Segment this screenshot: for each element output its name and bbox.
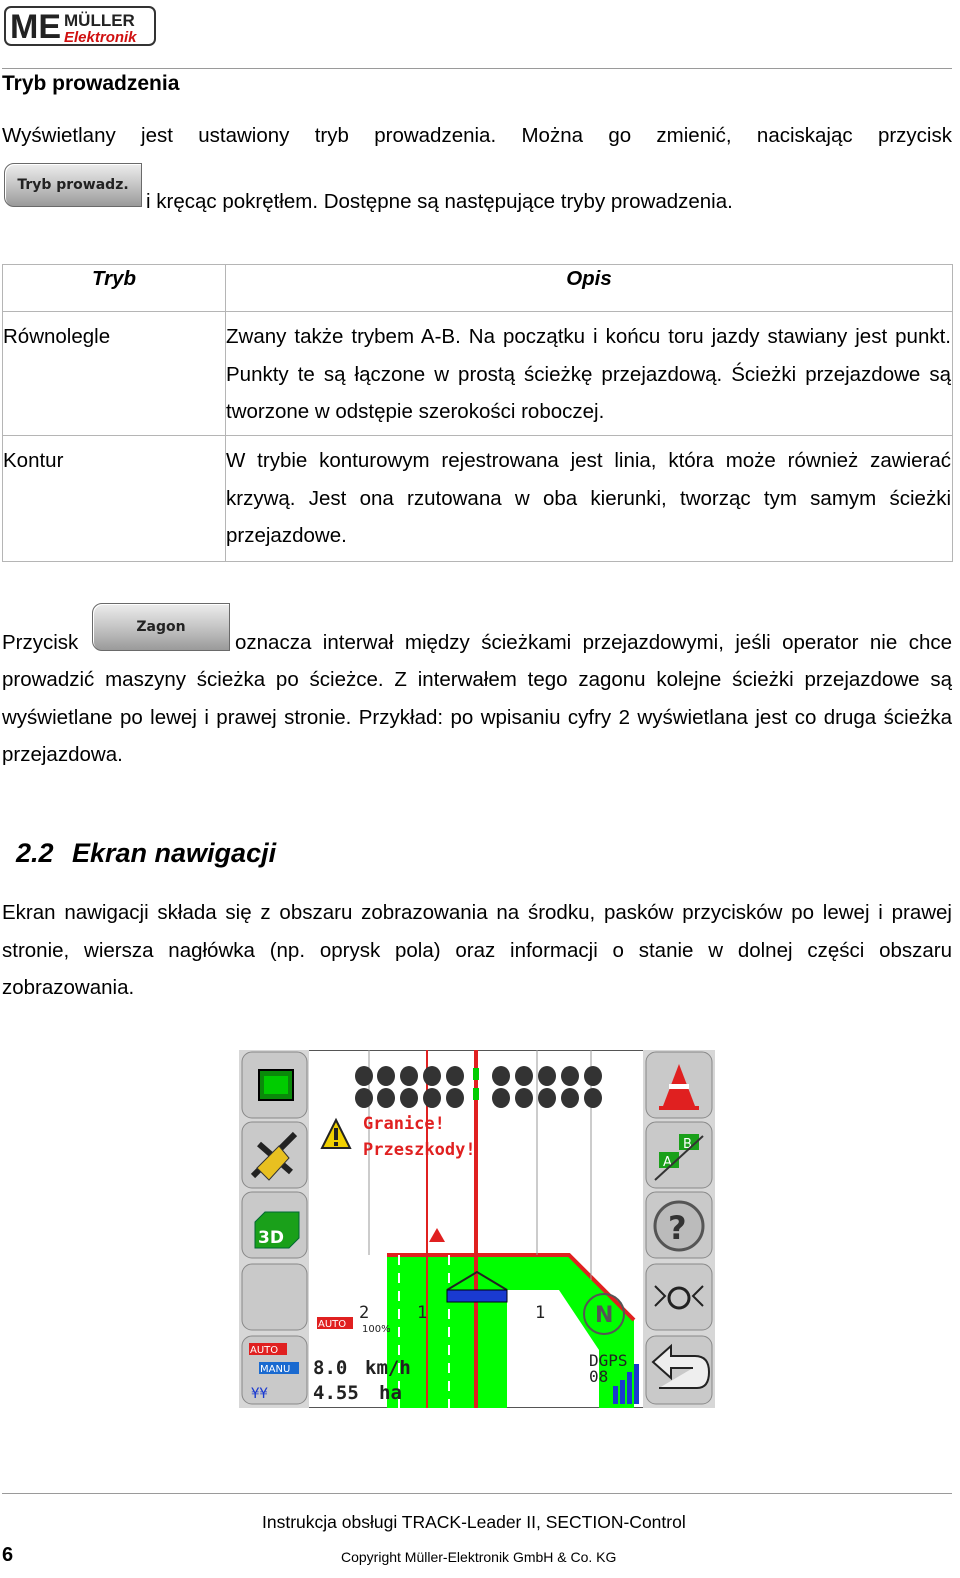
ab-a: A	[663, 1155, 672, 1170]
table-header-row	[3, 265, 953, 312]
table-row	[3, 312, 953, 436]
logo-mark: ME	[10, 8, 61, 46]
label-manu: MANU	[260, 1364, 291, 1375]
company-logo	[4, 4, 156, 48]
warning-line1: Granice!	[363, 1114, 445, 1134]
zagon-prefix: Przycisk	[2, 631, 79, 654]
dgps-number: 08	[589, 1367, 609, 1386]
section-number: 2.2	[16, 838, 54, 868]
warning-line2: Przeszkody!	[363, 1140, 476, 1160]
section-title: Ekran nawigacji	[72, 838, 277, 868]
cell-mode	[3, 312, 226, 436]
mode-name: Równolegle	[3, 325, 111, 348]
header-rule	[2, 68, 952, 69]
zagon-button[interactable]	[92, 603, 230, 651]
intro-title: Tryb prowadzenia	[2, 72, 180, 95]
right-button-gps[interactable]	[646, 1264, 712, 1330]
left-button-4[interactable]	[242, 1264, 307, 1330]
logo-line1: MÜLLER	[64, 11, 135, 30]
ab-b: B	[683, 1137, 692, 1152]
zagon-button-label: Zagon	[136, 619, 186, 635]
footer-copyright: Copyright Müller-Elektronik GmbH & Co. KG	[341, 1549, 617, 1565]
mode-desc: Zwany także trybem A-B. Na początku i końcu toru jazdy stawiany jest punkt. Punkty te są łączone w prostą ścieżkę przejazdową. Ścieżki przejazdowe są tworzone w odstępie szerokości roboczej.	[226, 325, 951, 423]
page-number: 6	[2, 1544, 14, 1566]
speed-value: 8.0	[313, 1357, 348, 1379]
left-button-2[interactable]	[242, 1122, 307, 1188]
compass-label: N	[595, 1303, 614, 1328]
right-button-back[interactable]	[646, 1336, 712, 1404]
logo-line2: Elektronik	[64, 29, 137, 46]
help-icon: ?	[668, 1209, 687, 1247]
section-heading	[16, 838, 276, 869]
left-button-1[interactable]	[242, 1052, 307, 1118]
tryb-prowadz-button-label: Tryb prowadz.	[17, 177, 129, 193]
percent-label: 100%	[362, 1324, 391, 1335]
track-num-1a: 1	[417, 1303, 428, 1323]
track-num-left: 2	[359, 1303, 370, 1323]
dgps-label: DGPS	[589, 1351, 628, 1370]
label-3d: 3D	[258, 1228, 284, 1248]
zagon-rest: prowadzić maszyny ścieżka po ścieżce. Z interwałem tego zagonu kolejne ścieżki przejazdowe są wyświetlane po lewej i prawej stronie. Przykład: po wpisaniu cyfry 2 wyświetlana jest co druga ścieżka przejazdowa.	[2, 668, 952, 766]
footer-rule	[2, 1493, 952, 1494]
label-auto: AUTO	[250, 1345, 279, 1356]
footer-title: Instrukcja obsługi TRACK-Leader II, SECTION-Control	[262, 1512, 686, 1532]
left-button-3d[interactable]	[242, 1192, 307, 1258]
right-button-help[interactable]	[646, 1192, 712, 1258]
modes-table	[2, 264, 953, 562]
svg-text:¥¥: ¥¥	[251, 1386, 268, 1402]
tryb-prowadz-button[interactable]	[4, 163, 142, 207]
area-unit: ha	[379, 1382, 402, 1404]
table-row	[3, 436, 953, 562]
section-body: Ekran nawigacji składa się z obszaru zobrazowania na środku, pasków przycisków po lewej i prawej stronie, wiersza nagłówka (np. oprysk pola) oraz informacji o stanie w dolnej części obszaru zobrazowania.	[2, 901, 952, 999]
zagon-line1: oznacza interwał między ścieżkami przejazdowymi, jeśli operator nie chce	[235, 631, 952, 654]
navigation-screen	[239, 1050, 715, 1408]
right-button-ab[interactable]	[646, 1122, 712, 1188]
mode-desc: W trybie konturowym rejestrowana jest linia, która może również zawierać krzywą. Jest ona rzutowana w oba kierunki, tworząc tym samym ścieżki przejazdowe.	[226, 449, 951, 547]
intro-line1: Wyświetlany jest ustawiony tryb prowadzenia. Można go zmienić, naciskając przycisk	[2, 124, 952, 147]
intro-line2: i kręcąc pokrętłem. Dostępne są następujące tryby prowadzenia.	[146, 190, 733, 213]
cell-desc	[226, 436, 953, 562]
mode-name: Kontur	[3, 449, 64, 472]
label-auto-small: AUTO	[318, 1319, 347, 1330]
area-value: 4.55	[313, 1382, 359, 1404]
right-button-cone[interactable]	[646, 1052, 712, 1118]
speed-unit: km/h	[365, 1357, 411, 1379]
header-opis: Opis	[226, 265, 953, 312]
track-num-1b: 1	[535, 1303, 546, 1323]
header-tryb: Tryb	[3, 265, 226, 312]
left-button-auto-manu[interactable]	[242, 1336, 307, 1404]
cell-desc	[226, 312, 953, 436]
cell-mode	[3, 436, 226, 562]
